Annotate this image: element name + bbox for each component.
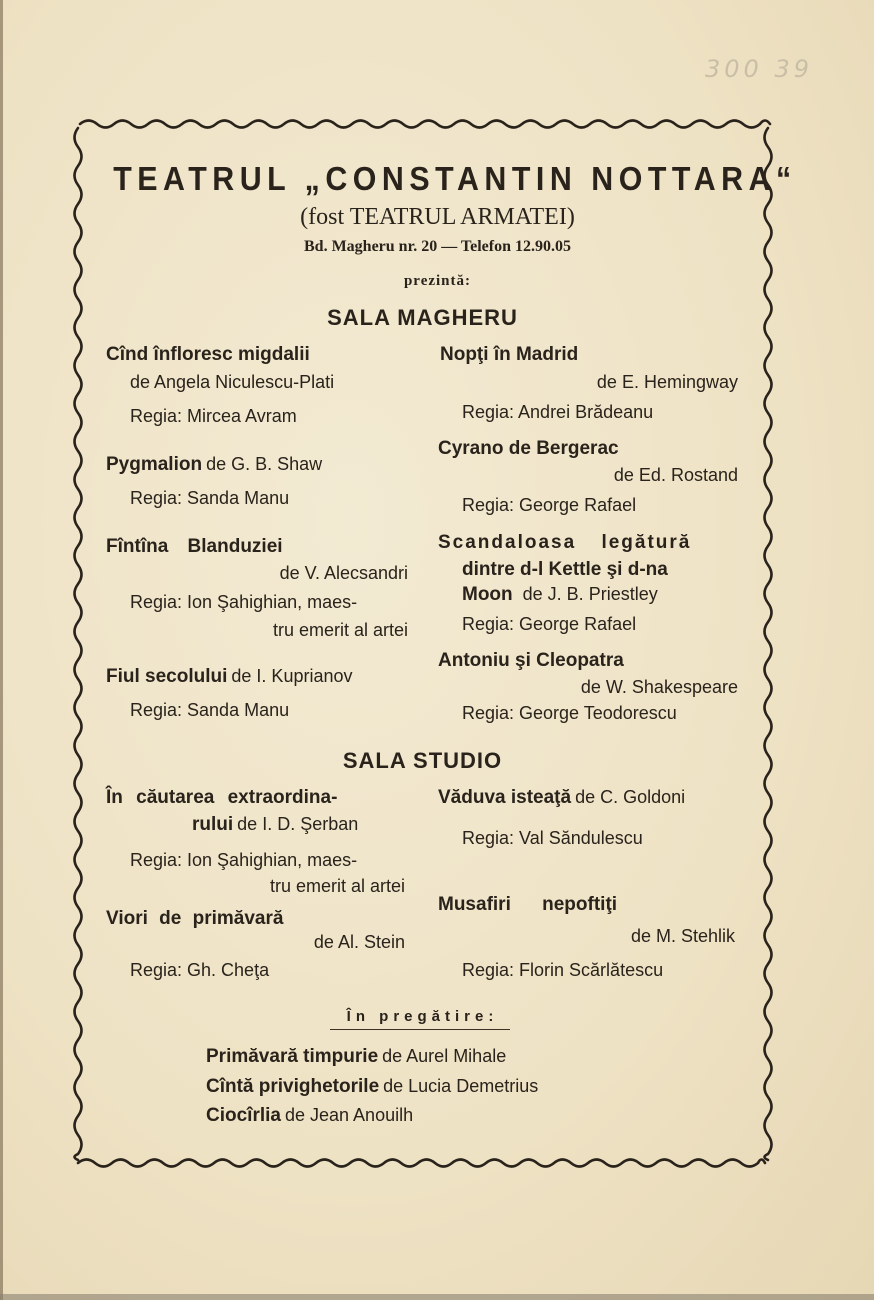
play-title-cont: rului	[192, 814, 234, 835]
wave-top	[80, 121, 770, 128]
preparation-item	[206, 1105, 413, 1127]
play-entry-pygmalion	[106, 454, 322, 476]
play-author: de J. B. Priestley	[522, 584, 658, 604]
section-heading-studio: SALA STUDIO	[342, 748, 503, 773]
play-author: de M. Stehlik	[630, 926, 735, 946]
play-title: Fîntîna Blanduziei	[106, 536, 283, 557]
in-preparation-label: În pregătire:	[346, 1008, 499, 1025]
play-author: de V. Alecsandri	[279, 563, 408, 583]
play-director: Regia: George Teodorescu	[462, 703, 677, 723]
play-author: de Angela Niculescu-Plati	[130, 372, 335, 392]
preparation-author: de Jean Anouilh	[284, 1105, 414, 1125]
in-preparation-underline	[330, 1029, 510, 1030]
play-director: Regia: Sanda Manu	[130, 488, 290, 508]
play-title: În căutarea extraordina-	[106, 787, 338, 808]
preparation-item	[206, 1046, 506, 1068]
theatre-title: TEATRUL „CONSTANTIN NOTTARA“	[113, 160, 797, 197]
play-title: Antoniu şi Cleopatra	[438, 650, 624, 671]
preparation-title: Primăvară timpurie	[206, 1046, 379, 1067]
wave-left	[75, 128, 82, 1160]
play-director: Regia: Sanda Manu	[130, 700, 290, 720]
play-title: Viori de primăvară	[106, 908, 284, 929]
play-author: de I. D. Şerban	[237, 814, 359, 834]
play-director: Regia: Val Săndulescu	[462, 828, 643, 848]
presents-label: prezintă:	[403, 273, 472, 289]
preparation-title: Cîntă privighetorile	[206, 1076, 380, 1097]
theatre-subtitle: (fost TEATRUL ARMATEI)	[300, 204, 575, 230]
preparation-item	[206, 1076, 538, 1098]
play-author: de G. B. Shaw	[206, 454, 323, 474]
preparation-author: de Aurel Mihale	[382, 1046, 507, 1066]
play-title: Nopţi în Madrid	[440, 344, 579, 365]
play-title: Fiul secolului	[106, 666, 228, 687]
play-entry-fiul-secolului	[106, 666, 352, 688]
play-author: de Ed. Rostand	[613, 465, 738, 485]
play-director: Regia: Florin Scărlătescu	[462, 960, 664, 980]
play-title-cont: Moon	[462, 584, 513, 605]
play-director: Regia: Ion Şahighian, maes-	[130, 592, 358, 612]
play-author: de Al. Stein	[313, 932, 405, 952]
play-author: de W. Shakespeare	[580, 677, 738, 697]
play-title: Pygmalion	[106, 454, 203, 475]
play-title: Scandaloasa legătură	[438, 532, 692, 553]
play-entry-scandaloasa-end	[462, 584, 658, 606]
play-director-cont: tru emerit al artei	[272, 620, 408, 640]
preparation-title: Ciocîrlia	[206, 1105, 281, 1126]
play-title: Cînd înfloresc migdalii	[106, 344, 310, 365]
theatre-address: Bd. Magheru nr. 20 — Telefon 12.90.05	[304, 238, 571, 255]
play-director: Regia: Andrei Brădeanu	[462, 402, 654, 422]
play-title: Musafiri nepoftiţi	[438, 894, 618, 915]
play-director: Regia: Gh. Cheţa	[130, 960, 270, 980]
play-title: Cyrano de Bergerac	[438, 438, 619, 459]
play-author: de I. Kuprianov	[231, 666, 353, 686]
play-title-cont: dintre d-l Kettle şi d-na	[462, 559, 668, 580]
play-director: Regia: Ion Şahighian, maes-	[130, 850, 358, 870]
wave-bottom	[78, 1160, 765, 1167]
play-entry-in-cautarea-end	[192, 814, 358, 836]
play-director: Regia: George Rafael	[462, 614, 637, 634]
pencil-annotation: 300 39	[705, 55, 813, 83]
play-director-cont: tru emerit al artei	[269, 876, 405, 896]
play-author: de C. Goldoni	[575, 787, 686, 807]
play-director: Regia: Mircea Avram	[130, 406, 297, 426]
section-heading-magheru: SALA MAGHERU	[327, 305, 518, 330]
play-title: Văduva isteaţă	[438, 787, 572, 808]
play-director: Regia: George Rafael	[462, 495, 637, 515]
play-author: de E. Hemingway	[596, 372, 738, 392]
preparation-author: de Lucia Demetrius	[383, 1076, 539, 1096]
play-entry-vaduva	[438, 787, 685, 809]
